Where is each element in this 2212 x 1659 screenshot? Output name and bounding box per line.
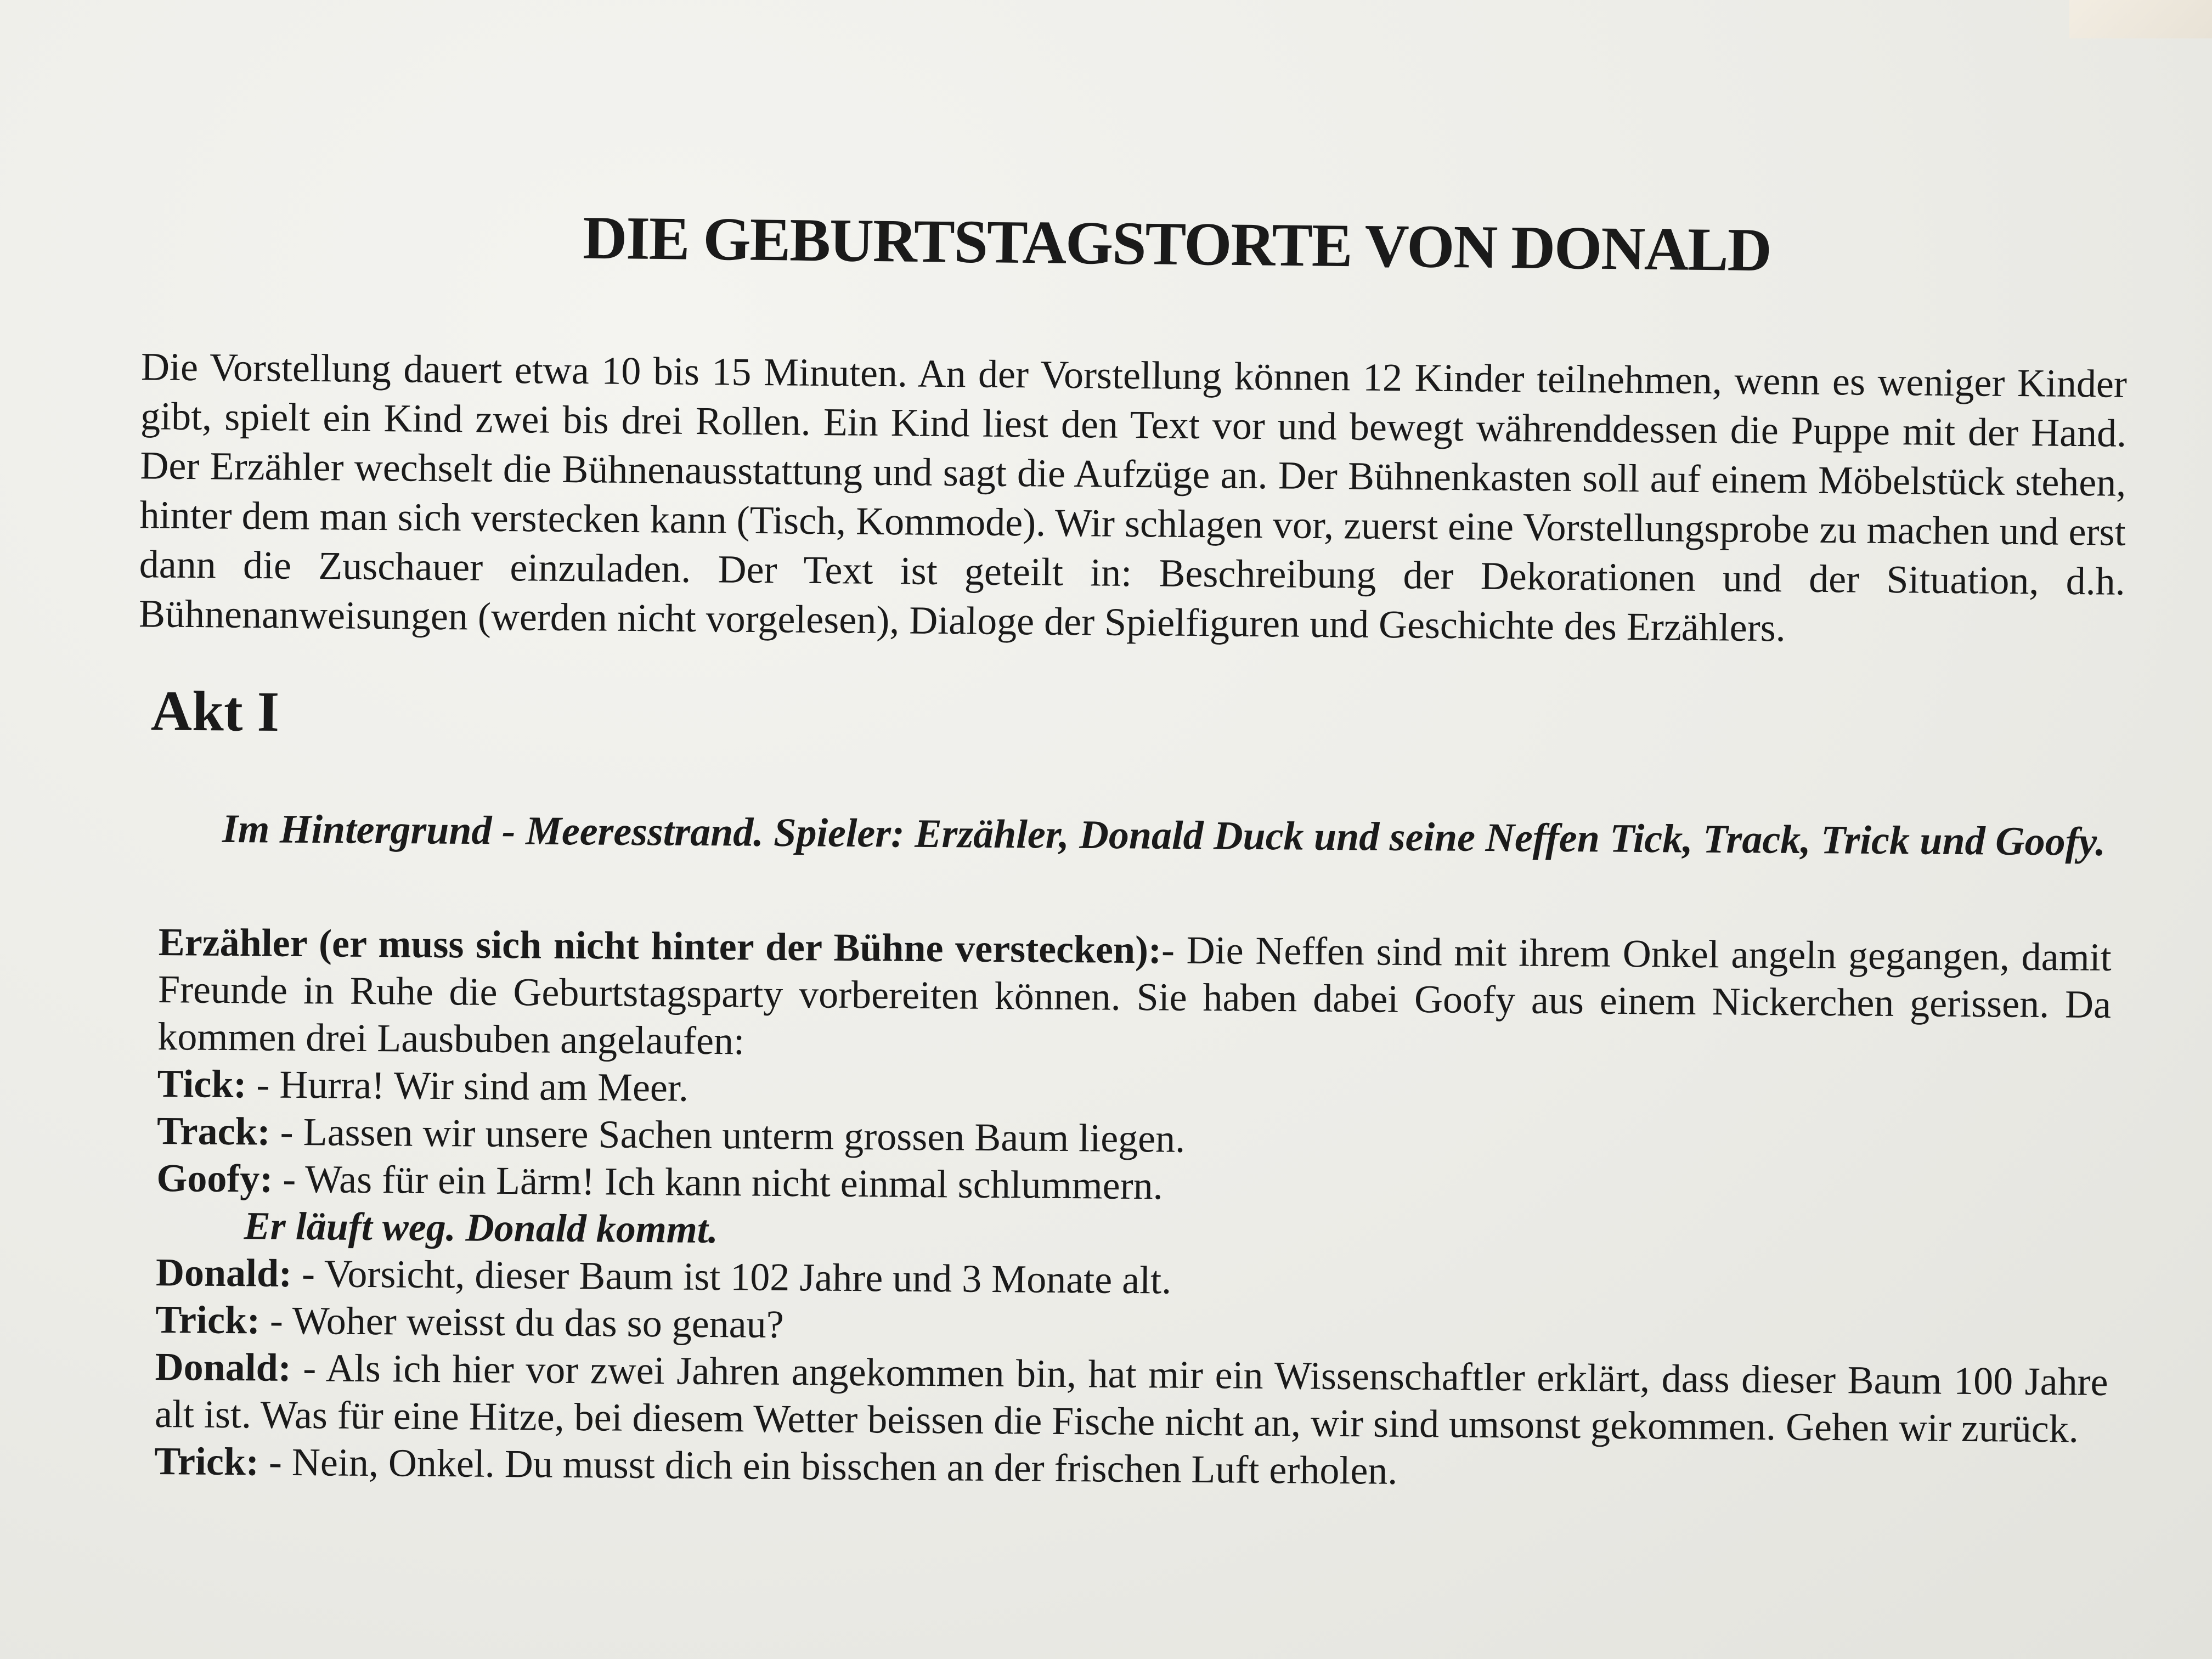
dialog-text: - Vorsicht, dieser Baum ist 102 Jahre und 3 Monate alt. <box>291 1251 1172 1302</box>
speaker-label: Trick: <box>154 1439 259 1484</box>
dialog-text: - Nein, Onkel. Du musst dich ein bisschen an der frischen Luft erholen. <box>258 1440 1398 1493</box>
page-title: DIE GEBURTSTAGSTORTE VON DONALD <box>582 204 1771 285</box>
dialog-text: - Als ich hier vor zwei Jahren angekommen bin, hat mir ein Wissenschaftler erklärt, dass dieser Baum 100 Jahre alt ist. Was für eine Hitze, bei diesem Wetter beissen die Fische nicht an, wir sind umsonst gekommen. Gehen wir zurück. <box>154 1345 2108 1451</box>
speaker-label: Erzähler (er muss sich nicht hinter der Bühne verstecken): <box>158 920 1162 972</box>
act-heading: Akt I <box>150 679 280 744</box>
speaker-label: Donald: <box>155 1250 292 1295</box>
dialog-text: - Was für ein Lärm! Ich kann nicht einmal schlummern. <box>273 1156 1163 1208</box>
speaker-label: Track: <box>156 1109 271 1154</box>
stage-direction: Im Hintergrund - Meeresstrand. Spieler: Erzähler, Donald Duck und seine Neffen Tick, Track, Trick und Goofy. <box>222 806 2106 865</box>
dialog-line <box>155 1343 2108 1453</box>
speaker-label: Tick: <box>157 1062 247 1107</box>
page-edge <box>2069 0 2212 38</box>
document-content <box>138 204 2128 1493</box>
dialog-section <box>154 918 2112 1500</box>
dialog-text: - Lassen wir unsere Sachen unterm grossen Baum liegen. <box>270 1109 1186 1161</box>
intro-paragraph: Die Vorstellung dauert etwa 10 bis 15 Minuten. An der Vorstellung können 12 Kinder teilnehmen, wenn es weniger Kinder gibt, spielt ein Kind zwei bis drei Rollen. Ein Kind liest den Text vor und bewegt währenddessen die Puppe mit der Hand. Der Erzähler wechselt die Bühnenausstattung und sagt die Aufzüge an. Der Bühnenkasten soll auf einem Möbelstück stehen, hinter dem man sich verstecken kann (Tisch, Kommode). Wir schlagen vor, zuerst eine Vorstellungsprobe zu machen und erst dann die Zuschauer einzuladen. Der Text ist geteilt in: Beschreibung der Dekorationen und der Situation, d.h. Bühnenanweisungen (werden nicht vorgelesen), Dialoge der Spielfiguren und Geschichte des Erzählers. <box>138 345 2128 650</box>
speaker-label: Goofy: <box>156 1156 273 1201</box>
inline-stage-direction: Er läuft weg. Donald kommt. <box>244 1204 719 1252</box>
dialog-line <box>157 918 2112 1075</box>
speaker-label: Donald: <box>155 1345 292 1390</box>
dialog-text: - Die Neffen sind mit ihrem Onkel angeln gegangen, damit Freunde in Ruhe die Geburtstagsparty vorbereiten können. Sie haben dabei Goofy aus einem Nickerchen gerissen. Da kommen drei Lausbuben angelaufen: <box>157 928 2112 1063</box>
dialog-text: - Woher weisst du das so genau? <box>259 1298 784 1347</box>
speaker-label: Trick: <box>155 1297 261 1342</box>
dialog-text: - Hurra! Wir sind am Meer. <box>246 1062 689 1110</box>
